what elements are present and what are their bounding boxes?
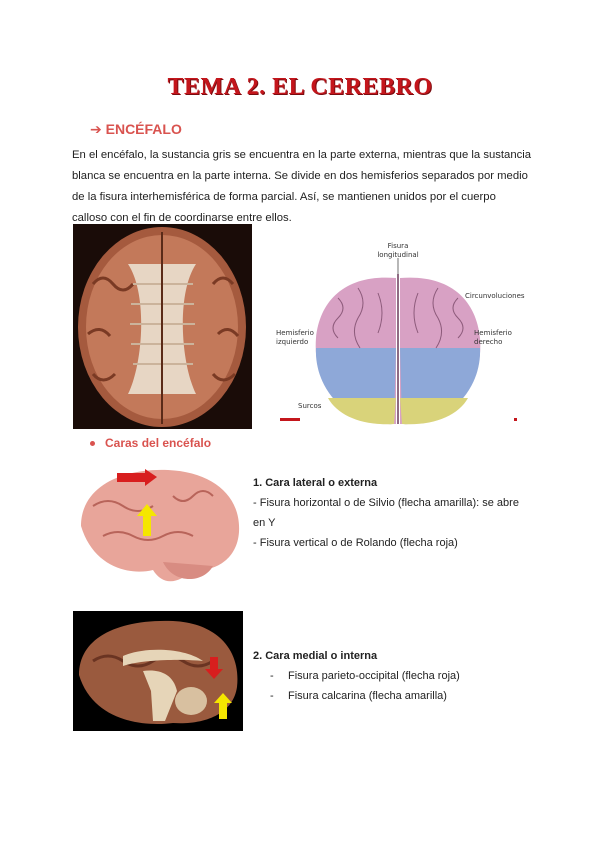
label-hemisferio-der: Hemisferio derecho xyxy=(474,329,512,346)
label-fisura: Fisura longitudinal xyxy=(377,242,419,259)
lateral-line1: - Fisura horizontal o de Silvio (flecha amarilla): se abre en Y xyxy=(253,497,519,529)
lateral-text xyxy=(253,473,533,553)
medial-text xyxy=(253,646,533,706)
brain-medial-photo xyxy=(73,611,243,731)
medial-item-label: Fisura calcarina (flecha amarilla) xyxy=(288,690,447,702)
section-heading: ➔ ENCÉFALO xyxy=(90,121,182,137)
page-title: TEMA 2. EL CEREBRO xyxy=(167,74,433,100)
lateral-line2: - Fisura vertical o de Rolando (flecha roja) xyxy=(253,537,458,549)
bullet-caras xyxy=(90,436,211,450)
bullet-dot-icon xyxy=(90,441,95,446)
section-paragraph: En el encéfalo, la sustancia gris se encuentra en la parte externa, mientras que la sustancia blanca se encuentra en la parte interna. Se divide en dos hemisferios separados por medio de la fisura interhemisférica de forma parcial. Así, se mantienen unidos por el cuerpo calloso con el fin de coordinarse entre ellos. xyxy=(72,149,532,224)
label-hemisferio-izq: Hemisferio izquierdo xyxy=(276,329,314,346)
bullet-label: Caras del encéfalo xyxy=(105,436,212,450)
label-circunvoluciones: Circunvoluciones xyxy=(465,292,525,300)
medial-item: - Fisura calcarina (flecha amarilla) xyxy=(270,690,447,702)
brain-section-photo xyxy=(73,224,252,429)
lateral-heading: 1. Cara lateral o externa xyxy=(253,477,378,489)
brain-top-diagram xyxy=(268,238,528,428)
medial-item-label: Fisura parieto-occipital (flecha roja) xyxy=(288,670,460,682)
brain-lateral-photo xyxy=(73,466,243,586)
medial-item: - Fisura parieto-occipital (flecha roja) xyxy=(270,670,460,682)
medial-heading: 2. Cara medial o interna xyxy=(253,650,378,662)
label-surcos: Surcos xyxy=(298,402,322,410)
